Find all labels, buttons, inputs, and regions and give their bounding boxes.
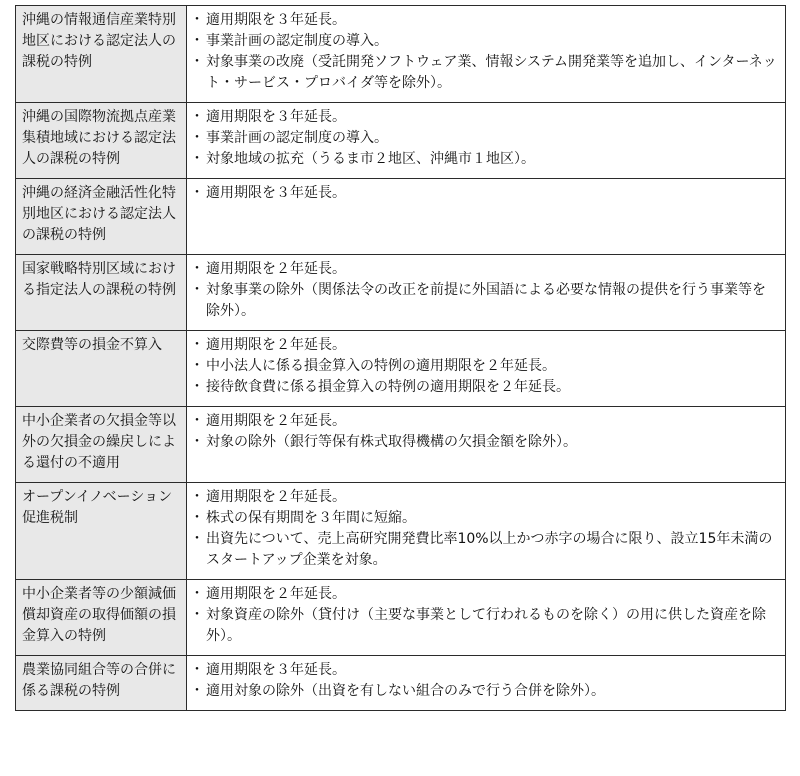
detail-list bbox=[193, 335, 779, 398]
detail-item: ・ 適用対象の除外（出資を有しない組合のみで行う合併を除外）。 bbox=[193, 681, 779, 702]
measure-name-cell: 中小企業者の欠損金等以外の欠損金の繰戻しによる還付の不適用 bbox=[16, 407, 187, 483]
table-row bbox=[16, 656, 786, 711]
table-row bbox=[16, 407, 786, 483]
table-row bbox=[16, 580, 786, 656]
measure-details-cell bbox=[187, 103, 786, 179]
detail-list bbox=[193, 10, 779, 94]
measure-name-cell: 中小企業者等の少額減価償却資産の取得価額の損金算入の特例 bbox=[16, 580, 187, 656]
detail-item: ・ 適用期限を３年延長。 bbox=[193, 107, 779, 128]
table-row bbox=[16, 103, 786, 179]
detail-item: ・ 適用期限を２年延長。 bbox=[193, 584, 779, 605]
measure-name-cell: 沖縄の国際物流拠点産業集積地域における認定法人の課税の特例 bbox=[16, 103, 187, 179]
measure-name-cell: 沖縄の経済金融活性化特別地区における認定法人の課税の特例 bbox=[16, 179, 187, 255]
detail-list bbox=[193, 183, 779, 204]
detail-item: ・ 適用期限を３年延長。 bbox=[193, 10, 779, 31]
detail-item: ・ 適用期限を２年延長。 bbox=[193, 487, 779, 508]
detail-list bbox=[193, 487, 779, 571]
measure-details-cell bbox=[187, 656, 786, 711]
detail-item: ・ 適用期限を２年延長。 bbox=[193, 411, 779, 432]
detail-list bbox=[193, 411, 779, 453]
detail-item: ・ 対象地域の拡充（うるま市２地区、沖縄市１地区）。 bbox=[193, 149, 779, 170]
table-row bbox=[16, 483, 786, 580]
measure-details-cell bbox=[187, 580, 786, 656]
measure-details-cell bbox=[187, 6, 786, 103]
detail-item: ・ 接待飲食費に係る損金算入の特例の適用期限を２年延長。 bbox=[193, 377, 779, 398]
measure-name-cell: 沖縄の情報通信産業特別地区における認定法人の課税の特例 bbox=[16, 6, 187, 103]
detail-item: ・ 適用期限を３年延長。 bbox=[193, 660, 779, 681]
detail-item: ・ 対象の除外（銀行等保有株式取得機構の欠損金額を除外）。 bbox=[193, 432, 779, 453]
detail-item: ・ 対象事業の除外（関係法令の改正を前提に外国語による必要な情報の提供を行う事業等を除外）。 bbox=[193, 280, 779, 322]
detail-item: ・ 株式の保有期間を３年間に短縮。 bbox=[193, 508, 779, 529]
detail-item: ・ 適用期限を２年延長。 bbox=[193, 259, 779, 280]
tax-measures-table bbox=[15, 5, 786, 711]
detail-item: ・ 中小法人に係る損金算入の特例の適用期限を２年延長。 bbox=[193, 356, 779, 377]
detail-list bbox=[193, 107, 779, 170]
measure-details-cell bbox=[187, 483, 786, 580]
measure-details-cell bbox=[187, 179, 786, 255]
detail-item: ・ 対象事業の改廃（受託開発ソフトウェア業、情報システム開発業等を追加し、インターネット・サービス・プロバイダ等を除外）。 bbox=[193, 52, 779, 94]
detail-item: ・ 事業計画の認定制度の導入。 bbox=[193, 31, 779, 52]
measure-details-cell bbox=[187, 331, 786, 407]
table-row bbox=[16, 331, 786, 407]
detail-item: ・ 出資先について、売上高研究開発費比率10%以上かつ赤字の場合に限り、設立15年未満のスタートアップ企業を対象。 bbox=[193, 529, 779, 571]
table-row bbox=[16, 6, 786, 103]
measure-name-cell: オープンイノベーション促進税制 bbox=[16, 483, 187, 580]
tax-measures-document bbox=[15, 5, 785, 711]
table-row bbox=[16, 255, 786, 331]
table-row bbox=[16, 179, 786, 255]
detail-item: ・ 適用期限を２年延長。 bbox=[193, 335, 779, 356]
detail-list bbox=[193, 584, 779, 647]
measure-name-cell: 農業協同組合等の合併に係る課税の特例 bbox=[16, 656, 187, 711]
detail-item: ・ 適用期限を３年延長。 bbox=[193, 183, 779, 204]
detail-item: ・ 事業計画の認定制度の導入。 bbox=[193, 128, 779, 149]
measure-name-cell: 交際費等の損金不算入 bbox=[16, 331, 187, 407]
detail-list bbox=[193, 259, 779, 322]
measure-details-cell bbox=[187, 407, 786, 483]
measure-name-cell: 国家戦略特別区域における指定法人の課税の特例 bbox=[16, 255, 187, 331]
measure-details-cell bbox=[187, 255, 786, 331]
detail-list bbox=[193, 660, 779, 702]
detail-item: ・ 対象資産の除外（貸付け（主要な事業として行われるものを除く）の用に供した資産を除外）。 bbox=[193, 605, 779, 647]
